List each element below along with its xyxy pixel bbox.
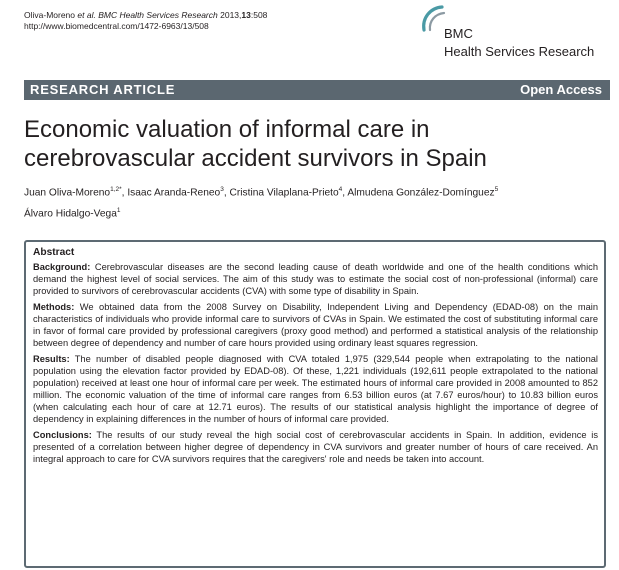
abstract-section [33,429,598,465]
abstract-section-text: We obtained data from the 2008 Survey on Disability, Independent Living and Dependency (EDAD-08) on the main characteristics of individuals who provide informal care to survivors of CVAs in Spain. We estimated the cost of substituting informal care in favor of formal care provided by professional caregivers (proxy good method) and performed a statistical analysis of the relationship between degree of dependency and number of care hours provided using ordinary least squares regression. [33,302,598,348]
citation-volume: 13 [241,10,251,20]
citation-journal: BMC Health Services Research [98,10,218,20]
author-name[interactable]: Isaac Aranda-Reneo [127,187,221,199]
abstract-section-label: Conclusions: [33,430,92,440]
citation-etal: et al. [77,10,96,20]
author-affiliation: 5 [494,186,499,193]
abstract-sections [33,261,598,465]
citation-url[interactable]: http://www.biomedcentral.com/1472-6963/13/508 [24,21,209,31]
author-list: Juan Oliva-Moreno$^{1,2*}$, Isaac Aranda-Reneo$^3$, Cristina Vilaplana-Prieto$^4$, Almudena González-Domínguez$^5$ Álvaro Hidalgo-Vega$^1$ [24,186,499,220]
abstract-section-label: Methods: [33,302,75,312]
citation-authors: Oliva-Moreno [24,10,76,20]
author-affiliation: 1 [116,207,121,215]
abstract-section-label: Background: [33,262,91,272]
citation-header [24,10,267,32]
citation-page: :508 [250,10,268,20]
author-affiliation: 4 [338,186,343,193]
abstract-section [33,353,598,425]
author-affiliation: 3 [220,186,224,193]
open-access-label: Open Access [520,82,602,97]
abstract-heading: Abstract [33,247,75,258]
logo-bmc-text: BMC [444,26,473,41]
logo-journal-text: Health Services Research [444,44,595,59]
abstract-section-label: Results: [33,354,70,364]
article-type-label: RESEARCH ARTICLE [30,82,176,97]
author-name[interactable]: Juan Oliva-Moreno [24,187,111,199]
article-type-banner [24,80,610,100]
author-name[interactable]: Álvaro Hidalgo-Vega [24,208,117,220]
bmc-logo [420,4,610,68]
abstract-section-text: The results of our study reveal the high social cost of cerebrovascular accidents in Spain. In addition, evidence is presented of a correlation between higher degree of dependency in CVA survivors and greater number of hours of care received. An integral approach to care for CVA survivors requires that the caregivers' role and needs be taken into account. [33,430,598,464]
abstract-box [24,240,606,568]
article-title: Economic valuation of informal care in cerebrovascular accident survivors in Spain [24,116,487,172]
abstract-section [33,261,598,297]
author-affiliation: 1,2* [110,186,122,193]
author-name[interactable]: Almudena González-Domínguez [347,187,495,199]
abstract-section-text: Cerebrovascular diseases are the second leading cause of death worldwide and one of the health conditions which demand the highest level of social services. The aim of this study was to estimate the social cost of non-professional (informal) care provided to survivors of cerebrovascular accidents (CVA) with some type of disability in Spain. [33,262,598,296]
abstract-section [33,301,598,349]
citation-year: 2013, [220,10,242,20]
author-name[interactable]: Cristina Vilaplana-Prieto [229,187,339,199]
abstract-section-text: The number of disabled people diagnosed with CVA totaled 1,975 (329,544 people when extrapolating to the national population using the elevation factor provided by EDAD-08). Of these, 1,221 individuals (192,611 people extrapolated to the national population) received at least one hour of informal care per week. The estimated hours of informal care provided in 2008 amounted to 852 million. The economic valuation of the time of informal care ranges from 6.53 billion euros (at 7.67 euros/hour) to 10.83 billion euros (when calculating each hour of care at 12.71 euros). The results of our statistical analysis highlight the importance of degree of dependency in explaining differences in the number of hours of informal care provided. [33,354,598,424]
